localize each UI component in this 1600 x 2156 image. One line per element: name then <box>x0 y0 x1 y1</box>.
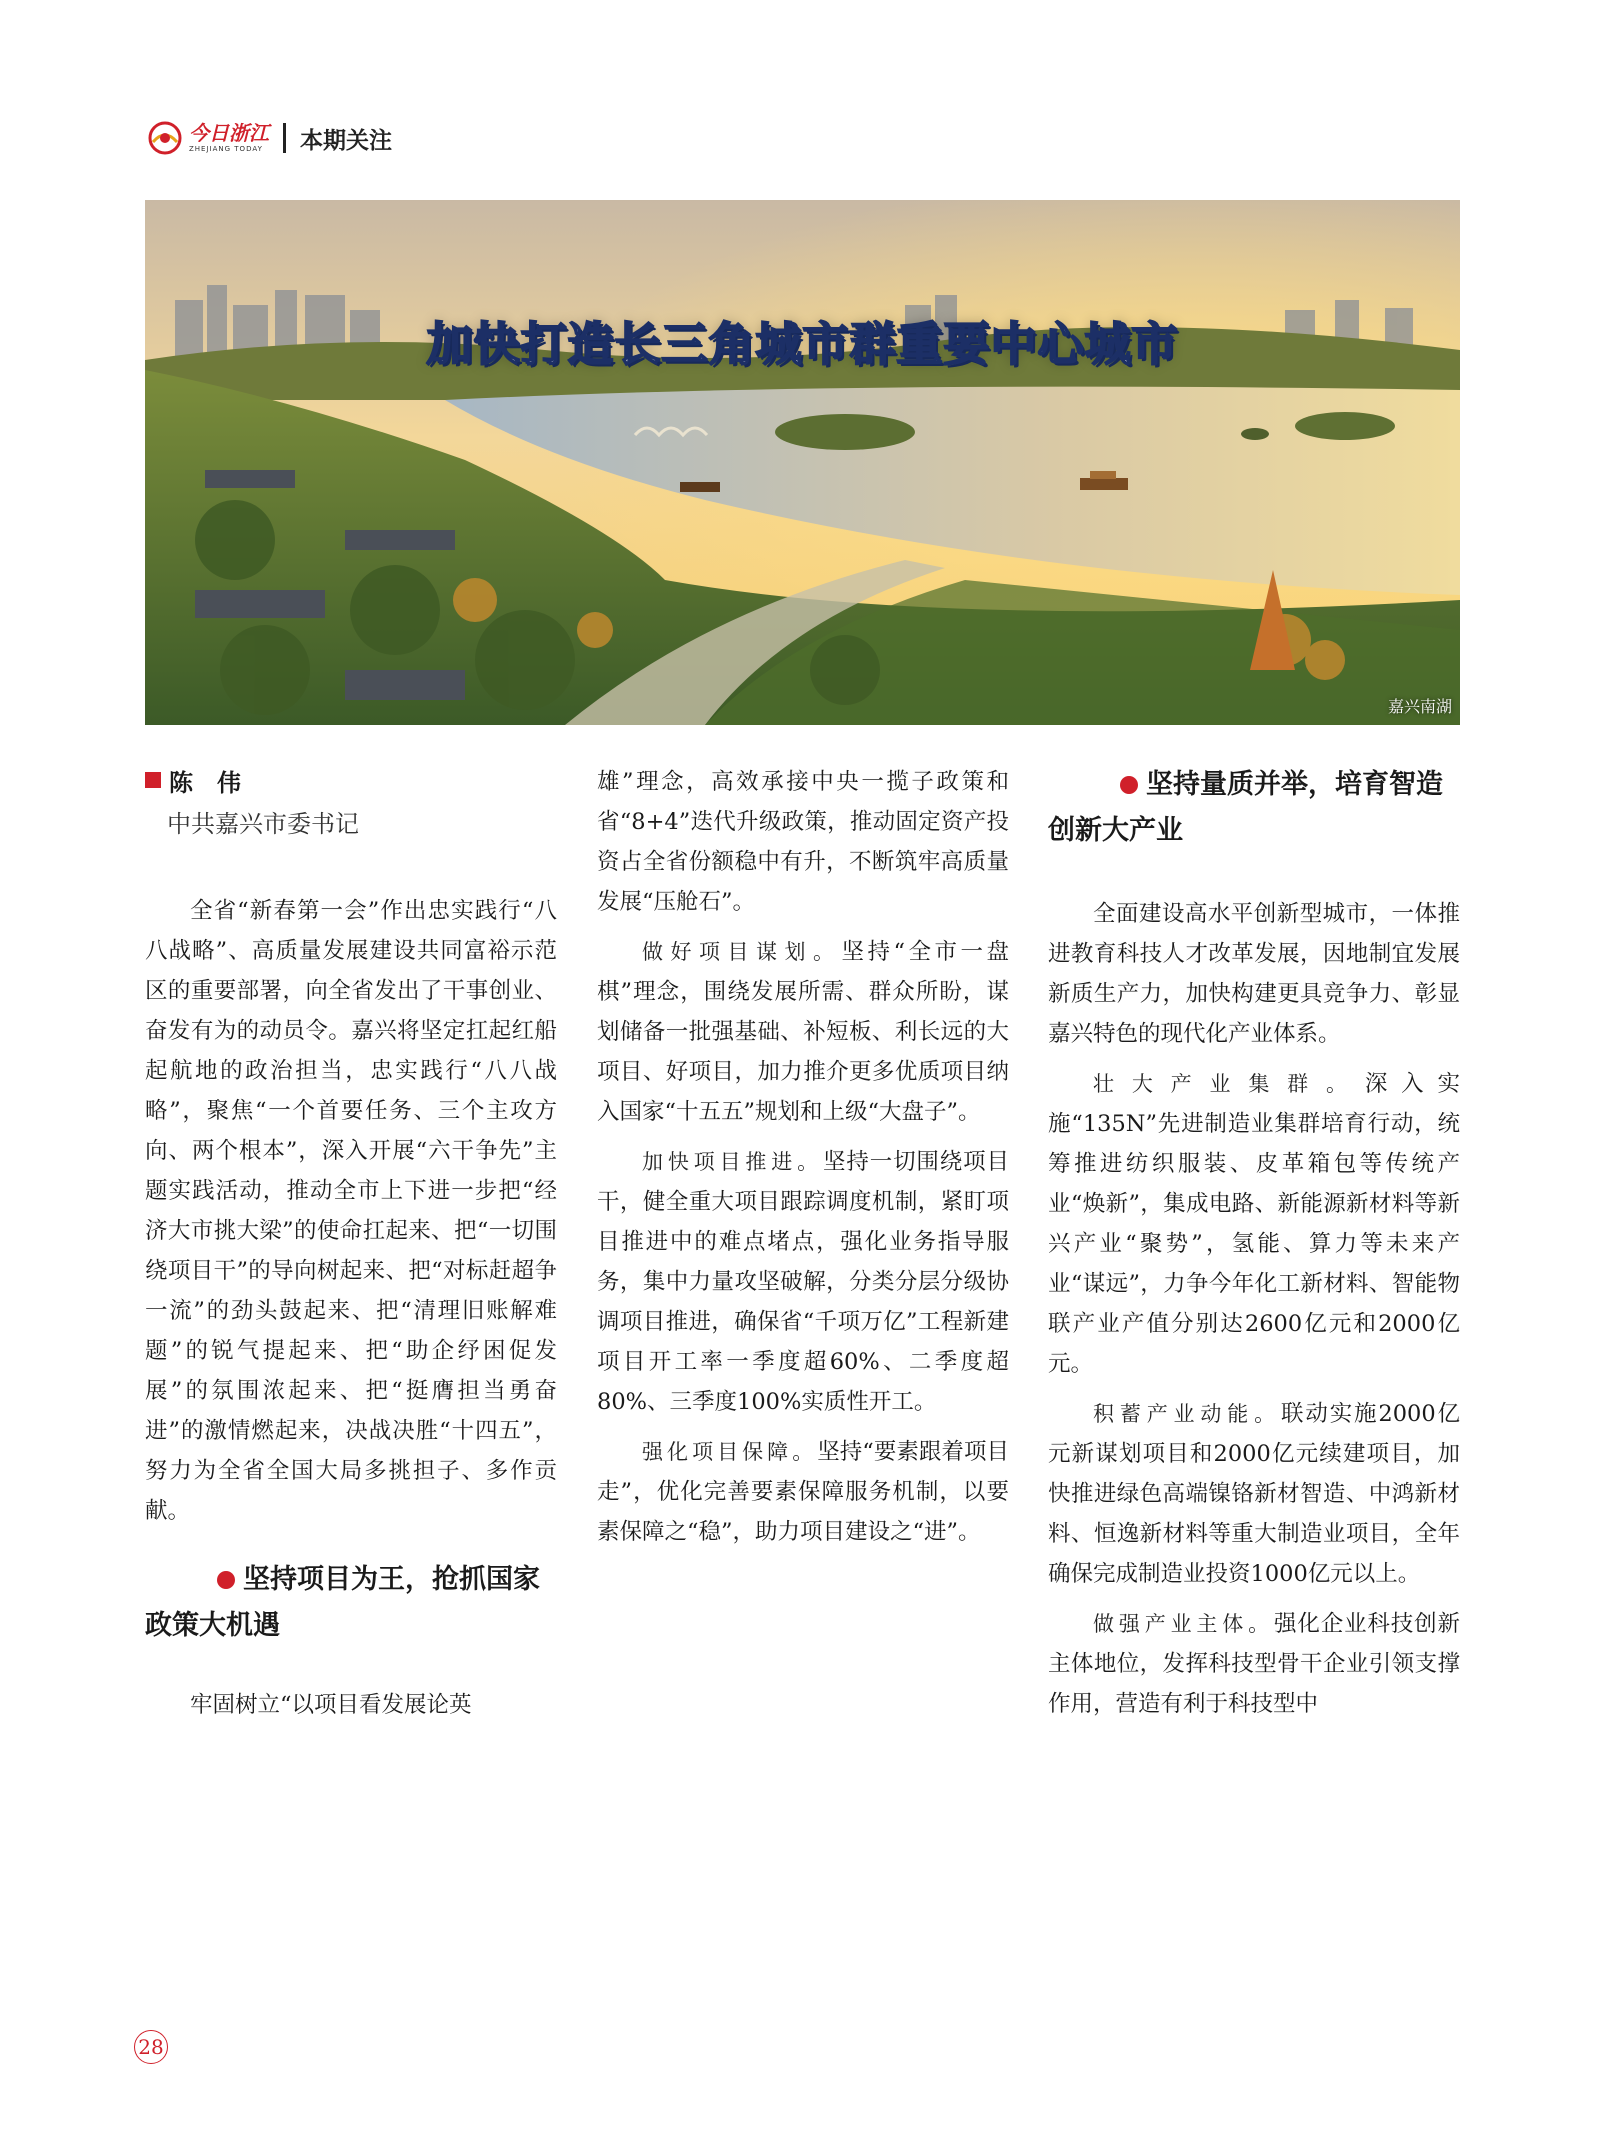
paragraph-text: 坚持一切围绕项目干，健全重大项目跟踪调度机制，紧盯项目推进中的难点堵点，强化业务指导服务，集中力量攻坚破解，分类分层分级协调项目推进，确保省“千项万亿”工程新建项目开工率一季度超60%、二季度超80%、三季度100%实质性开工。 <box>597 1149 1009 1415</box>
logo-english-text: ZHEJIANG TODAY <box>189 145 263 153</box>
paragraph-industry-entities <box>1048 1604 1460 1724</box>
hero-title: 加快打造长三角城市群重要中心城市 <box>426 317 1179 371</box>
lead-term: 加快项目推进。 <box>642 1150 823 1174</box>
author-name <box>145 762 557 798</box>
paragraph-start: 牢固树立“以项目看发展论英 <box>190 1692 472 1718</box>
paragraph-project-guarantee <box>597 1432 1009 1552</box>
author-title: 中共嘉兴市委书记 <box>167 810 359 838</box>
section-heading-1-text: 坚持项目为王，抢抓国家政策大机遇 <box>145 1564 540 1641</box>
page-number: 28 <box>134 2030 168 2064</box>
section-2-intro: 全面建设高水平创新型城市，一体推进教育科技人才改革发展，因地制宜发展新质生产力，加快构建更具竞争力、彰显嘉兴特色的现代化产业体系。 <box>1048 901 1460 1047</box>
logo-chinese-text: 今日浙江 <box>189 121 269 145</box>
header-divider <box>283 123 286 153</box>
article-column-3 <box>1048 762 1460 1724</box>
paragraph-project-progress <box>597 1142 1009 1422</box>
lead-term: 壮大产业集群。 <box>1093 1072 1365 1096</box>
paragraph-project-planning <box>597 932 1009 1132</box>
paragraph-industry-cluster <box>1048 1064 1460 1384</box>
lead-term: 做强产业主体。 <box>1093 1612 1274 1636</box>
paragraph-text: 联动实施2000亿元新谋划项目和2000亿元续建项目，加快推进绿色高端镍铬新材智造、中鸿新材料、恒逸新材料等重大制造业项目，全年确保完成制造业投资1000亿元以上。 <box>1048 1401 1461 1587</box>
paragraph-text: 强化企业科技创新主体地位，发挥科技型骨干企业引领支撑作用，营造有利于科技型中 <box>1048 1611 1460 1717</box>
lead-term: 积蓄产业动能。 <box>1093 1402 1281 1426</box>
paragraph-text: 深入实施“135N”先进制造业集群培育行动，统筹推进纺织服装、皮革箱包等传统产业“焕新”，集成电路、新能源新材料等新兴产业“聚势”，氢能、算力等未来产业“谋远”，力争今年化工新材料、智能物联产业产值分别达2600亿元和2000亿元。 <box>1048 1071 1460 1377</box>
photo-caption: 嘉兴南湖 <box>1387 697 1452 716</box>
magazine-logo <box>145 118 269 158</box>
red-dot-icon <box>1120 776 1138 794</box>
author-name-text: 陈 伟 <box>169 768 241 797</box>
page-header <box>145 118 392 158</box>
section-heading-1 <box>145 1557 557 1649</box>
paragraph-text: 坚持“要素跟着项目走”，优化完善要素保障服务机制，以要素保障之“稳”，助力项目建设之“进”。 <box>597 1439 1009 1545</box>
lead-term: 强化项目保障。 <box>642 1440 818 1464</box>
section-heading-2-text: 坚持量质并举，培育智造创新大产业 <box>1048 769 1443 846</box>
article-column-2 <box>597 762 1009 1552</box>
hero-photo <box>145 200 1460 725</box>
section-label: 本期关注 <box>300 127 392 154</box>
paragraph-text: 坚持“全市一盘棋”理念，围绕发展所需、群众所盼，谋划储备一批强基础、补短板、利长远的大项目、好项目，加力推介更多优质项目纳入国家“十五五”规划和上级“大盘子”。 <box>597 939 1009 1125</box>
intro-paragraph: 全省“新春第一会”作出忠实践行“八八战略”、高质量发展建设共同富裕示范区的重要部署，向全省发出了干事创业、奋发有为的动员令。嘉兴将坚定扛起红船起航地的政治担当，忠实践行“八八战略”，聚焦“一个首要任务、三个主攻方向、两个根本”，深入开展“六干争先”主题实践活动，推动全市上下进一步把“经济大市挑大梁”的使命扛起来、把“一切围绕项目干”的导向树起来、把“对标赶超争一流”的劲头鼓起来、把“清理旧账解难题”的锐气提起来、把“助企纾困促发展”的氛围浓起来、把“挺膺担当勇奋进”的激情燃起来，决战决胜“十四五”，努力为全省全国大局多挑担子、多作贡献。 <box>145 898 557 1524</box>
lead-term: 做好项目谋划。 <box>642 940 842 964</box>
south-lake-landscape-image <box>145 200 1460 725</box>
sun-logo-icon <box>145 118 185 158</box>
article-column-1 <box>145 762 557 1725</box>
paragraph-continued: 雄”理念，高效承接中央一揽子政策和省“8+4”迭代升级政策，推动固定资产投资占全省份额稳中有升，不断筑牢高质量发展“压舱石”。 <box>597 769 1009 915</box>
section-heading-2 <box>1048 762 1460 854</box>
red-dot-icon <box>217 1571 235 1589</box>
red-square-marker <box>145 772 161 788</box>
paragraph-industry-momentum <box>1048 1394 1460 1594</box>
